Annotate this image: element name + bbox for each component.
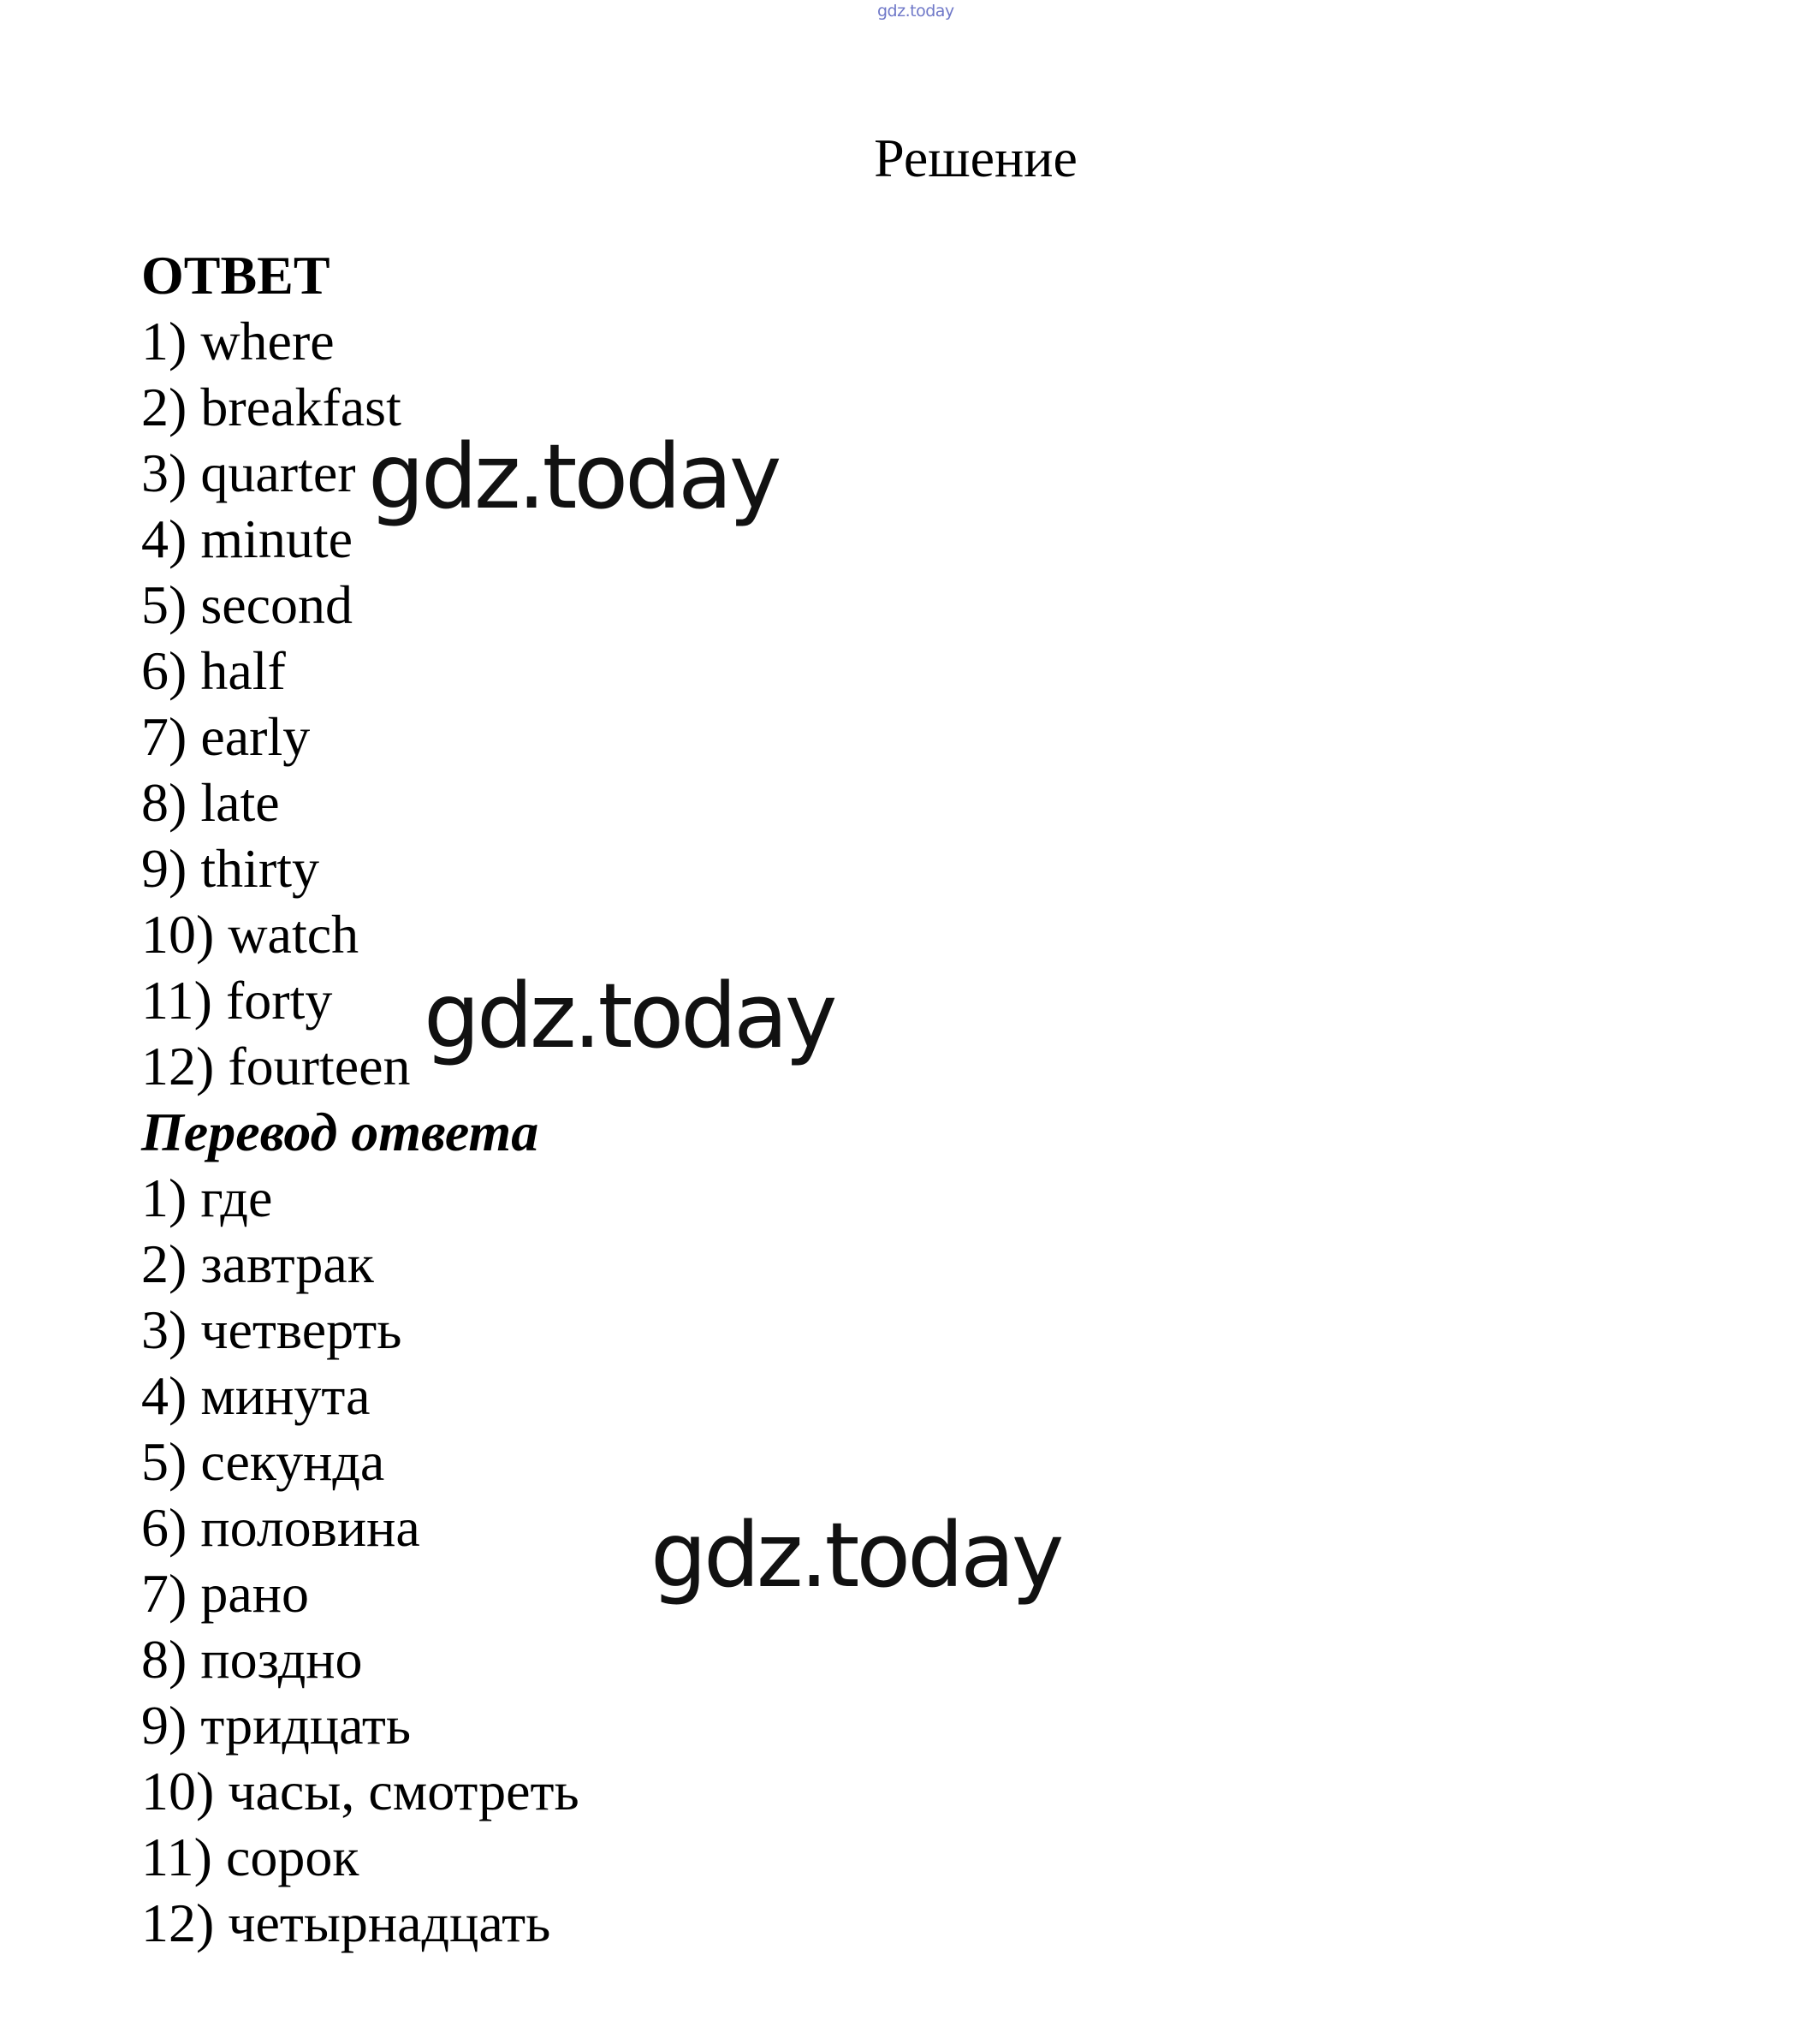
answer-item-11: 11) forty xyxy=(141,970,333,1031)
translation-heading: Перевод ответа xyxy=(141,1102,539,1162)
watermark-3: gdz.today xyxy=(650,1503,1061,1607)
answer-item-2: 2) breakfast xyxy=(141,377,401,437)
answer-item-7: 7) early xyxy=(141,706,311,767)
translation-item-2: 2) завтрак xyxy=(141,1233,374,1294)
site-mark-top: gdz.today xyxy=(877,2,954,21)
translation-item-8: 8) поздно xyxy=(141,1629,363,1690)
answer-item-10: 10) watch xyxy=(141,904,359,965)
translation-item-12: 12) четырнадцать xyxy=(141,1892,551,1953)
translation-item-5: 5) секунда xyxy=(141,1431,385,1492)
answer-item-3: 3) quarter xyxy=(141,443,356,503)
translation-item-4: 4) минута xyxy=(141,1365,371,1426)
answer-item-5: 5) second xyxy=(141,574,353,635)
translation-item-1: 1) где xyxy=(141,1168,273,1228)
answer-heading: ОТВЕТ xyxy=(141,245,330,306)
answer-item-8: 8) late xyxy=(141,772,280,833)
translation-item-9: 9) тридцать xyxy=(141,1695,412,1756)
answer-item-9: 9) thirty xyxy=(141,838,319,899)
answer-item-4: 4) minute xyxy=(141,508,353,569)
watermark-2: gdz.today xyxy=(424,964,834,1068)
answer-item-12: 12) fourteen xyxy=(141,1036,411,1096)
answer-item-6: 6) half xyxy=(141,640,286,701)
answer-item-1: 1) where xyxy=(141,311,335,371)
translation-item-7: 7) рано xyxy=(141,1563,309,1624)
translation-item-6: 6) половина xyxy=(141,1497,420,1558)
translation-item-3: 3) четверть xyxy=(141,1299,402,1360)
page-title: Решение xyxy=(874,128,1078,188)
translation-item-11: 11) сорок xyxy=(141,1827,359,1887)
translation-item-10: 10) часы, смотреть xyxy=(141,1761,579,1821)
watermark-1: gdz.today xyxy=(368,425,779,529)
